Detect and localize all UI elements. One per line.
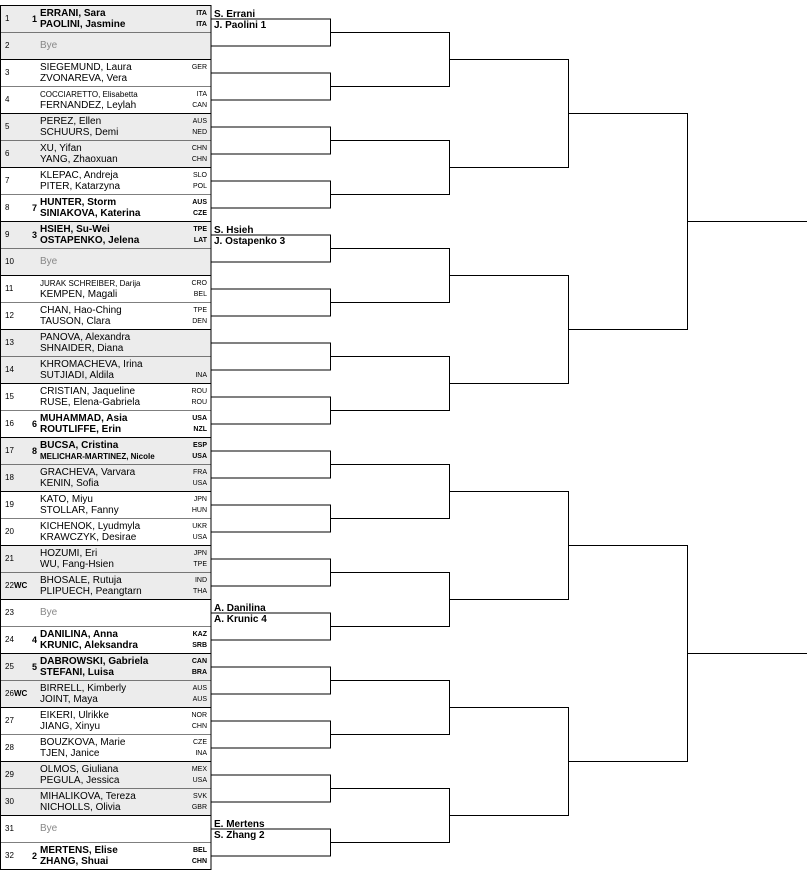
draw-entry — [0, 194, 211, 221]
player-nationality: UKR — [192, 523, 207, 530]
draw-position: 6 — [5, 149, 10, 158]
player-name: HUNTER, Storm — [40, 197, 117, 208]
draw-position: 28 — [5, 743, 14, 752]
draw-position: 15 — [5, 392, 14, 401]
entry-tag: WC — [14, 581, 28, 590]
player-name: STOLLAR, Fanny — [40, 505, 119, 516]
draw-entry — [0, 707, 211, 734]
bracket-connector — [330, 249, 450, 303]
player-name: SINIAKOVA, Katerina — [40, 208, 141, 219]
player-name: DABROWSKI, Gabriela — [40, 656, 149, 667]
player-nationality: THA — [193, 588, 207, 595]
draw-position: 2 — [5, 41, 10, 50]
draw-entry — [0, 599, 211, 626]
player-name: KRUNIC, Aleksandra — [40, 640, 138, 651]
draw-position: 23 — [5, 608, 14, 617]
draw-entry — [0, 140, 211, 167]
bracket-connector — [211, 667, 331, 694]
player-name: PANOVA, Alexandra — [40, 332, 131, 343]
draw-position: 1 — [5, 14, 10, 23]
player-nationality: CHN — [191, 145, 207, 152]
player-name: MIHALIKOVA, Tereza — [40, 791, 136, 802]
player-nationality: ROU — [191, 399, 207, 406]
player-name: KICHENOK, Lyudmyla — [40, 521, 141, 532]
player-name: KRAWCZYK, Desirae — [40, 532, 137, 543]
player-nationality: JPN — [193, 550, 207, 557]
player-nationality: NOR — [191, 712, 207, 719]
player-nationality: CHN — [191, 723, 207, 730]
player-nationality: CRO — [191, 280, 207, 287]
player-name: SCHUURS, Demi — [40, 127, 119, 138]
player-name: BOUZKOVA, Marie — [40, 737, 126, 748]
player-name: MERTENS, Elise — [40, 845, 118, 856]
seed-number: 1 — [32, 14, 38, 24]
player-nationality: POL — [192, 183, 207, 190]
draw-entry — [0, 221, 211, 248]
player-name: SHNAIDER, Diana — [40, 343, 124, 354]
draw-position: 3 — [5, 68, 10, 77]
draw-entry — [0, 302, 211, 329]
player-name: TJEN, Janice — [40, 748, 100, 759]
draw-position: 17 — [5, 446, 14, 455]
player-nationality: INA — [195, 372, 207, 379]
advanced-team-name: J. Ostapenko 3 — [214, 236, 286, 247]
draw-entry — [0, 410, 211, 437]
draw-position: 7 — [5, 176, 10, 185]
player-nationality: USA — [192, 415, 207, 422]
player-name: FERNANDEZ, Leylah — [40, 100, 137, 111]
bracket-connector — [449, 492, 569, 600]
player-name: MELICHAR-MARTINEZ, Nicole — [40, 452, 155, 461]
player-name: ERRANI, Sara — [40, 8, 106, 19]
draw-position: 4 — [5, 95, 10, 104]
player-nationality: TPE — [193, 307, 207, 314]
bracket-connector — [211, 343, 331, 370]
advanced-team-name: A. Danilina — [214, 603, 266, 614]
bye-label: Bye — [40, 256, 58, 267]
player-name: KEMPEN, Magali — [40, 289, 118, 300]
draw-entry — [0, 59, 211, 86]
draw-entry — [0, 761, 211, 788]
draw-position: 24 — [5, 635, 14, 644]
draw-position: 13 — [5, 338, 14, 347]
draw-entry — [0, 626, 211, 653]
player-name: ROUTLIFFE, Erin — [40, 424, 122, 435]
player-nationality: ITA — [196, 21, 207, 28]
player-nationality: SLO — [192, 172, 207, 179]
player-nationality: ITA — [196, 10, 207, 17]
player-name: JIANG, Xinyu — [40, 721, 101, 732]
draw-position: 10 — [5, 257, 14, 266]
player-nationality: ROU — [191, 388, 207, 395]
player-nationality: FRA — [193, 469, 207, 476]
player-nationality: ESP — [192, 442, 207, 449]
player-name: JURAK SCHREIBER, Darija — [40, 279, 141, 288]
draw-position: 18 — [5, 473, 14, 482]
draw-entry — [0, 113, 211, 140]
player-nationality: SVK — [192, 793, 207, 800]
player-name: NICHOLLS, Olivia — [40, 802, 121, 813]
draw-position: 32 — [5, 851, 14, 860]
player-name: HOZUMI, Eri — [40, 548, 98, 559]
player-nationality: AUS — [192, 118, 207, 125]
draw-entry — [0, 437, 211, 464]
draw-position: 30 — [5, 797, 14, 806]
player-name: COCCIARETTO, Elisabetta — [40, 90, 138, 99]
bracket-connector — [211, 505, 331, 532]
player-nationality: USA — [192, 534, 207, 541]
player-name: CHAN, Hao-Ching — [40, 305, 122, 316]
draw-entry — [0, 491, 211, 518]
player-nationality: JPN — [193, 496, 207, 503]
player-name: BIRRELL, Kimberly — [40, 683, 127, 694]
player-nationality: GBR — [191, 804, 207, 811]
player-nationality: BEL — [193, 291, 207, 298]
bracket-connector — [330, 357, 450, 411]
seed-number: 2 — [32, 851, 38, 861]
bracket-connector — [449, 276, 569, 384]
bracket-connector — [330, 141, 450, 195]
bracket-connector — [330, 465, 450, 519]
player-nationality: CHN — [191, 156, 207, 163]
draw-position: 11 — [5, 284, 14, 293]
entry-tag: WC — [14, 689, 28, 698]
draw-position: 14 — [5, 365, 14, 374]
player-name: ZHANG, Shuai — [40, 856, 109, 867]
player-nationality: CAN — [192, 102, 207, 109]
draw-entry — [0, 5, 211, 32]
draw-position: 26 — [5, 689, 14, 698]
player-name: WU, Fang-Hsien — [40, 559, 114, 570]
bracket-connector — [211, 775, 331, 802]
draw-entry — [0, 356, 211, 383]
player-nationality: AUS — [192, 199, 207, 206]
draw-position: 9 — [5, 230, 10, 239]
draw-entry — [0, 167, 211, 194]
bracket-connector — [211, 397, 331, 424]
bracket-connector — [330, 33, 450, 87]
bye-label: Bye — [40, 607, 58, 618]
player-name: RUSE, Elena-Gabriela — [40, 397, 141, 408]
player-nationality: ITA — [196, 91, 207, 98]
bracket-connector — [211, 181, 331, 208]
player-nationality: INA — [195, 750, 207, 757]
seed-number: 3 — [32, 230, 38, 240]
seed-number: 8 — [32, 446, 38, 456]
bracket-connector — [449, 60, 569, 168]
bracket-connector — [211, 721, 331, 748]
draw-position: 19 — [5, 500, 14, 509]
player-nationality: CHN — [191, 858, 207, 865]
seed-number: 6 — [32, 419, 38, 429]
draw-position: 12 — [5, 311, 14, 320]
player-name: OSTAPENKO, Jelena — [40, 235, 140, 246]
player-name: SIEGEMUND, Laura — [40, 62, 132, 73]
player-nationality: AUS — [192, 685, 207, 692]
player-name: MUHAMMAD, Asia — [40, 413, 128, 424]
player-name: OLMOS, Giuliana — [40, 764, 119, 775]
bracket-connector — [449, 708, 569, 816]
draw-entry — [0, 464, 211, 491]
bracket-connector — [568, 546, 688, 762]
player-nationality: NZL — [193, 426, 207, 433]
draw-entry — [0, 680, 211, 707]
seed-number: 5 — [32, 662, 38, 672]
draw-entry — [0, 86, 211, 113]
player-nationality: TPE — [193, 561, 207, 568]
draw-entry — [0, 788, 211, 815]
bracket-connector — [687, 222, 807, 654]
bye-label: Bye — [40, 40, 58, 51]
player-nationality: CZE — [193, 210, 207, 217]
player-name: KLEPAC, Andreja — [40, 170, 119, 181]
draw-position: 21 — [5, 554, 14, 563]
player-nationality: NED — [192, 129, 207, 136]
bracket-connector — [330, 573, 450, 627]
draw-entry — [0, 734, 211, 761]
bracket-connector — [330, 789, 450, 843]
draw-entry — [0, 275, 211, 302]
draw-position: 16 — [5, 419, 14, 428]
draw-entry — [0, 518, 211, 545]
player-name: YANG, Zhaoxuan — [40, 154, 118, 165]
player-name: PEREZ, Ellen — [40, 116, 102, 127]
player-nationality: IND — [194, 577, 207, 584]
player-nationality: USA — [192, 480, 207, 487]
player-name: DANILINA, Anna — [40, 629, 118, 640]
player-name: SUTJIADI, Aldila — [40, 370, 114, 381]
player-name: ZVONAREVA, Vera — [40, 73, 128, 84]
player-name: PAOLINI, Jasmine — [40, 19, 126, 30]
bye-label: Bye — [40, 823, 58, 834]
player-name: EIKERI, Ulrikke — [40, 710, 109, 721]
draw-entry — [0, 248, 211, 275]
player-nationality: KAZ — [192, 631, 207, 638]
draw-position: 22 — [5, 581, 14, 590]
player-name: BUCSA, Cristina — [40, 440, 119, 451]
player-name: TAUSON, Clara — [40, 316, 111, 327]
advanced-team-name: A. Krunic 4 — [214, 614, 267, 625]
player-nationality: SRB — [192, 642, 207, 649]
bracket-connector — [211, 451, 331, 478]
draw-entry — [0, 32, 211, 59]
player-nationality: BEL — [193, 847, 207, 854]
player-nationality: CZE — [193, 739, 207, 746]
player-name: KENIN, Sofia — [40, 478, 99, 489]
draw-entry — [0, 545, 211, 572]
draw-entry — [0, 653, 211, 680]
advanced-team-name: S. Errani — [214, 9, 256, 20]
draw-entry — [0, 329, 211, 356]
advanced-team-name: J. Paolini 1 — [214, 20, 267, 31]
advanced-team-name: S. Zhang 2 — [214, 830, 265, 841]
bracket-connector — [211, 127, 331, 154]
draw-position: 5 — [5, 122, 10, 131]
draw-position: 29 — [5, 770, 14, 779]
draw-position: 20 — [5, 527, 14, 536]
player-name: HSIEH, Su-Wei — [40, 224, 110, 235]
player-name: STEFANI, Luisa — [40, 667, 114, 678]
player-name: XU, Yifan — [40, 143, 82, 154]
draw-entry — [0, 572, 211, 599]
player-nationality: CAN — [191, 658, 207, 665]
seed-number: 7 — [32, 203, 38, 213]
draw-position: 27 — [5, 716, 14, 725]
player-nationality: GER — [191, 64, 207, 71]
player-name: KHROMACHEVA, Irina — [40, 359, 143, 370]
bracket-connector — [211, 73, 331, 100]
draw-position: 31 — [5, 824, 14, 833]
player-nationality: HUN — [191, 507, 207, 514]
player-nationality: TPE — [193, 226, 207, 233]
bracket-connector — [211, 559, 331, 586]
player-name: PLIPUECH, Peangtarn — [40, 586, 142, 597]
draw-entry — [0, 383, 211, 410]
draw-position: 25 — [5, 662, 14, 671]
player-nationality: USA — [192, 453, 207, 460]
player-nationality: AUS — [192, 696, 207, 703]
bracket-connector — [330, 681, 450, 735]
draw-position: 8 — [5, 203, 10, 212]
player-name: JOINT, Maya — [40, 694, 98, 705]
player-nationality: DEN — [192, 318, 207, 325]
player-name: PITER, Katarzyna — [40, 181, 121, 192]
bracket-connector — [211, 289, 331, 316]
player-name: PEGULA, Jessica — [40, 775, 120, 786]
advanced-team-name: S. Hsieh — [214, 225, 254, 236]
player-name: KATO, Miyu — [40, 494, 93, 505]
seed-number: 4 — [32, 635, 38, 645]
player-nationality: BRA — [191, 669, 207, 676]
bracket-connector — [568, 114, 688, 330]
player-nationality: MEX — [191, 766, 207, 773]
player-name: CRISTIAN, Jaqueline — [40, 386, 136, 397]
player-nationality: USA — [192, 777, 207, 784]
player-name: GRACHEVA, Varvara — [40, 467, 136, 478]
advanced-team-name: E. Mertens — [214, 819, 265, 830]
draw-entry — [0, 815, 211, 842]
draw-entry — [0, 842, 211, 869]
player-nationality: LAT — [193, 237, 207, 244]
player-name: BHOSALE, Rutuja — [40, 575, 122, 586]
